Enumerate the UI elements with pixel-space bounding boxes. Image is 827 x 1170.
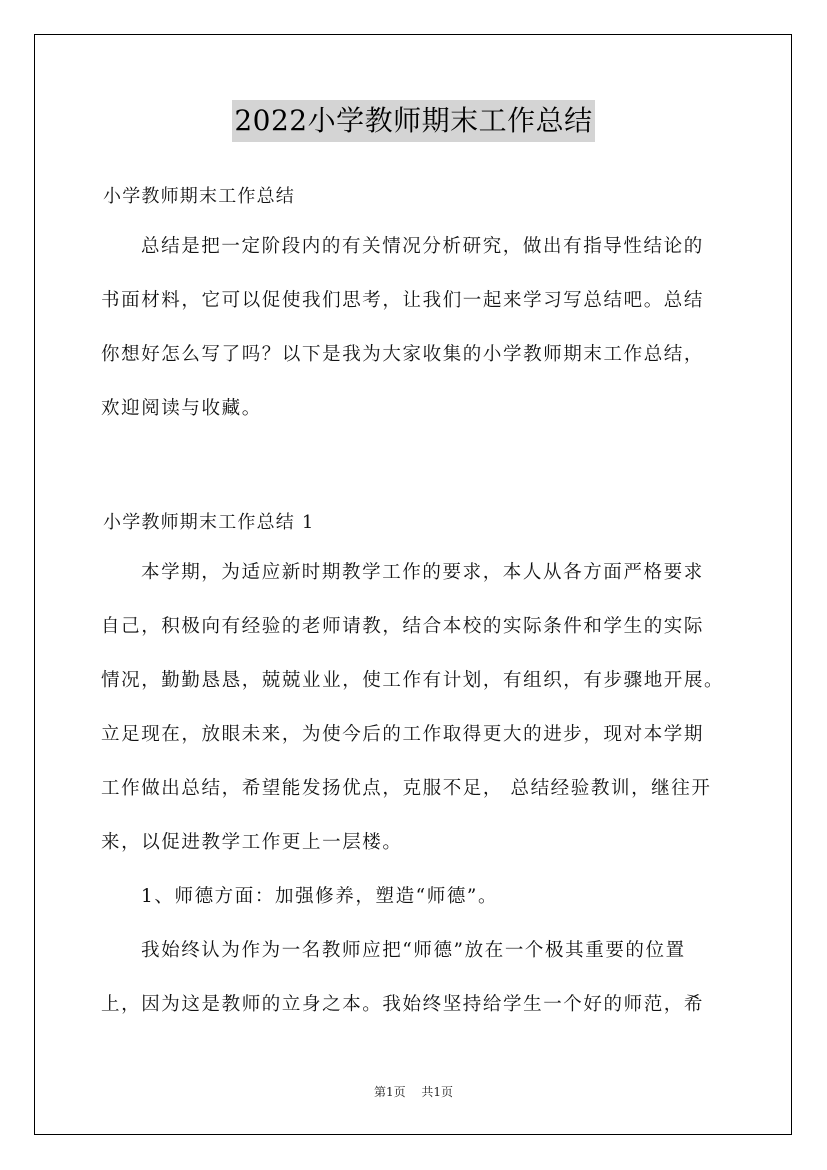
text-line: 立足现在，放眼未来，为使今后的工作取得更大的进步，现对本学期 [101,724,705,745]
text-line: 上，因为这是教师的立身之本。我始终坚持给学生一个好的师范，希 [101,994,705,1015]
section-heading: 小学教师期末工作总结 [103,186,295,207]
page-footer [0,1083,827,1100]
text-line: 自己，积极向有经验的老师请教，结合本校的实际条件和学生的实际 [101,616,705,637]
list-heading: 1、师德方面：加强修养，塑造“师德”。 [141,886,499,907]
text-line: 来，以促进教学工作更上一层楼。 [101,832,403,853]
intro-paragraph [101,220,741,436]
body-paragraph [101,546,741,1032]
text-line: 工作做出总结，希望能发扬优点，克服不足， 总结经验教训，继往开 [101,778,712,799]
page-number: 第1页 [373,1085,406,1099]
text-line: 你想好怎么写了吗？以下是我为大家收集的小学教师期末工作总结， [101,344,705,365]
text-line: 情况，勤勤恳恳，兢兢业业，使工作有计划，有组织，有步骤地开展。 [101,670,725,691]
document-title: 2022小学教师期末工作总结 [232,100,594,142]
text-line: 本学期，为适应新时期教学工作的要求，本人从各方面严格要求 [141,562,704,583]
text-line: 书面材料，它可以促使我们思考，让我们一起来学习写总结吧。总结 [101,290,705,311]
text-line: 我始终认为作为一名教师应把“师德”放在一个极其重要的位置 [141,940,686,961]
page-total: 共1页 [421,1085,454,1099]
text-line: 总结是把一定阶段内的有关情况分析研究，做出有指导性结论的 [141,236,704,257]
section-heading-1: 小学教师期末工作总结 1 [103,512,315,533]
text-line: 欢迎阅读与收藏。 [101,398,262,419]
